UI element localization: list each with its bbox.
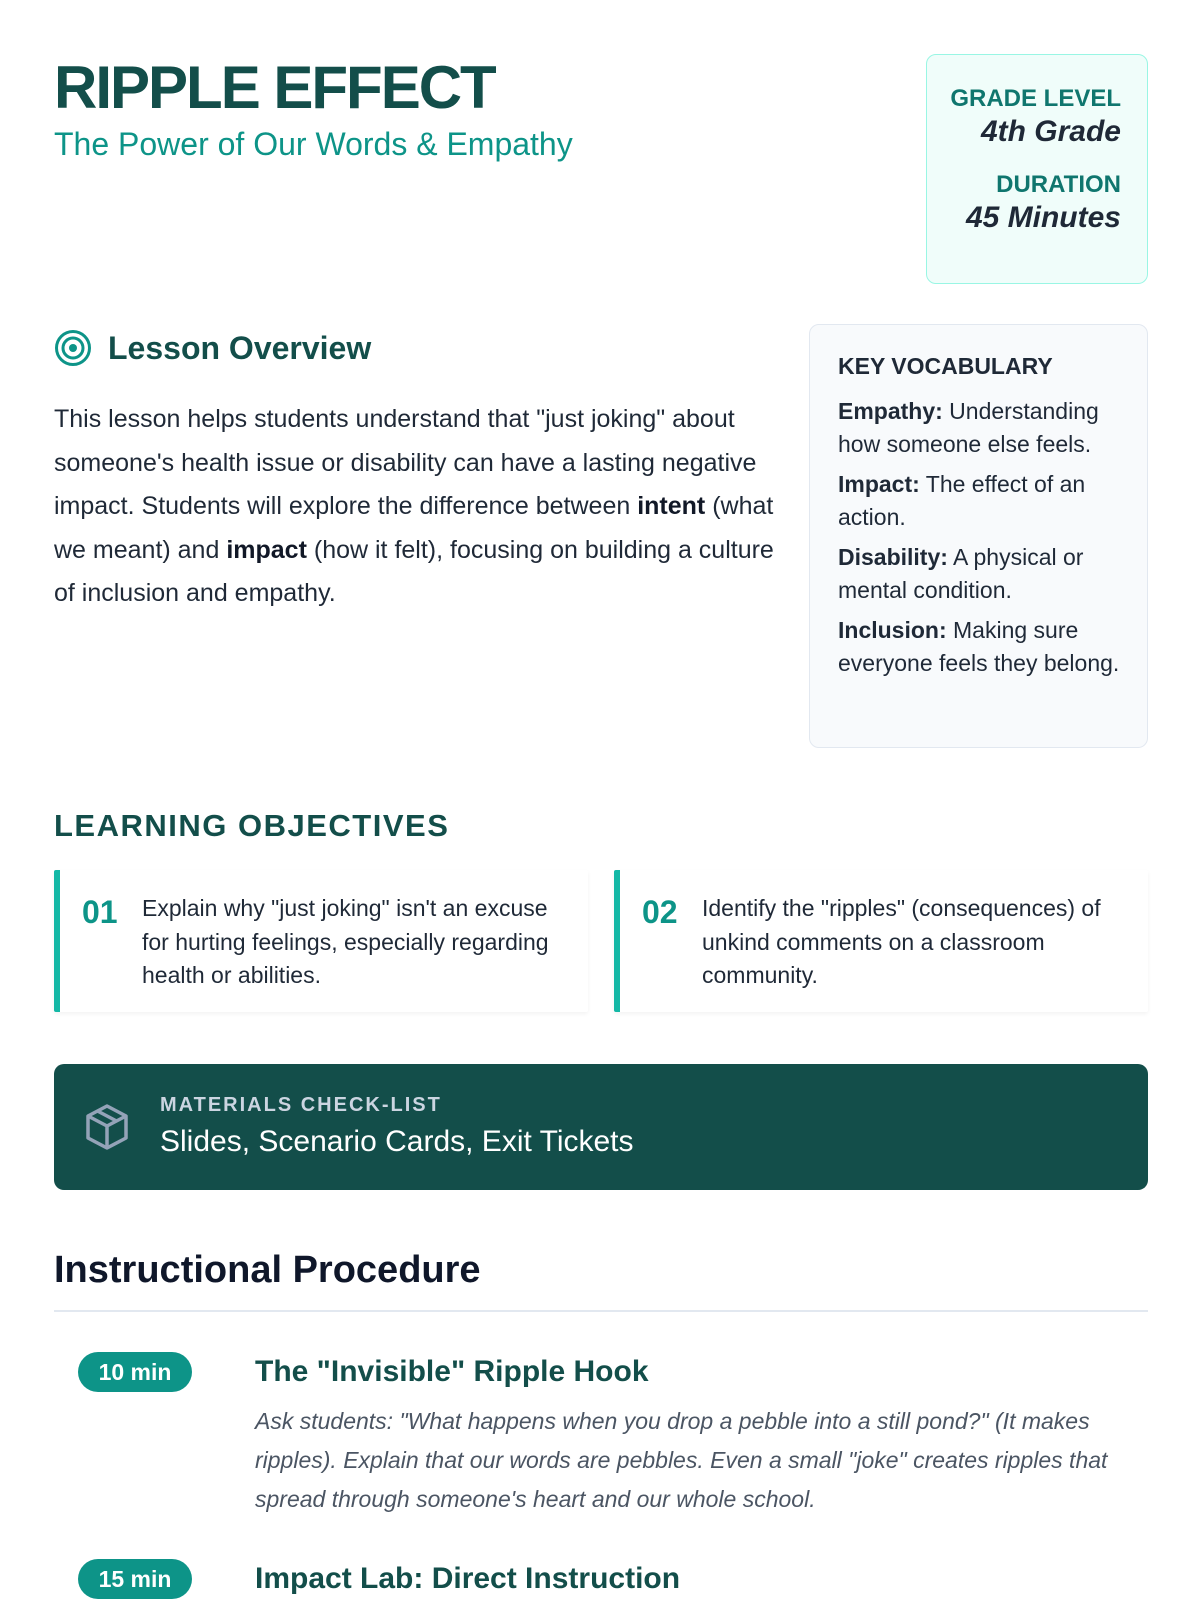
vocab-term: Empathy: — [838, 398, 943, 424]
vocab-definition: The effect of an action. — [838, 471, 1086, 530]
objective-card — [54, 870, 588, 1012]
target-icon — [54, 329, 92, 367]
materials-text-group — [160, 1092, 634, 1162]
overview-text-part: This lesson helps students understand that "just joking" about someone's health issue or disability can have a lasting negative impact. Students will explore the difference between — [54, 405, 757, 520]
step-description: Ask students: "What happens when you drop a pebble into a still pond?" (It makes ripples). Explain that our words are pebbles. Even a small "joke" creates ripples that spread through someone's heart and our whole school. — [255, 1408, 1108, 1512]
vocab-definition: Understanding how someone else feels. — [838, 398, 1099, 457]
vocab-item — [838, 541, 1127, 607]
objective-number: 01 — [82, 894, 118, 930]
duration-label: DURATION — [996, 171, 1121, 198]
vocabulary-box — [809, 324, 1148, 748]
step-title: The "Invisible" Ripple Hook — [255, 1355, 649, 1388]
objective-card — [614, 870, 1148, 1012]
vocab-term: Inclusion: — [838, 617, 947, 643]
step-time-badge: 15 min — [78, 1559, 192, 1599]
vocab-definition: Making sure everyone feels they belong. — [838, 617, 1120, 676]
materials-banner — [54, 1064, 1148, 1190]
page-subtitle: The Power of Our Words & Empathy — [54, 126, 573, 162]
page-title: RIPPLE EFFECT — [54, 54, 495, 121]
objective-text: Explain why "just joking" isn't an excuse for hurting feelings, especially regarding health or abilities. — [142, 895, 549, 988]
overview-title: Lesson Overview — [108, 329, 372, 366]
objectives-heading: LEARNING OBJECTIVES — [54, 808, 450, 843]
overview-impact-term: impact — [226, 535, 307, 564]
vocab-item — [838, 395, 1127, 461]
vocab-term: Impact: — [838, 471, 920, 497]
vocabulary-title: KEY VOCABULARY — [838, 353, 1053, 379]
overview-intent-term: intent — [637, 492, 706, 520]
overview-text — [54, 398, 774, 616]
grade-level-value: 4th Grade — [980, 115, 1121, 148]
vocab-definition: A physical or mental condition. — [838, 544, 1084, 603]
box-icon — [82, 1102, 132, 1152]
grade-level-label: GRADE LEVEL — [950, 85, 1121, 112]
objective-text: Identify the "ripples" (consequences) of unkind comments on a classroom community. — [702, 895, 1101, 988]
duration-value: 45 Minutes — [965, 201, 1121, 234]
materials-value: Slides, Scenario Cards, Exit Tickets — [160, 1125, 634, 1158]
step-title: Impact Lab: Direct Instruction — [255, 1562, 681, 1595]
vocab-term: Disability: — [838, 544, 948, 570]
vocab-item — [838, 614, 1127, 680]
procedure-heading: Instructional Procedure — [54, 1249, 481, 1291]
step-time-badge: 10 min — [78, 1352, 192, 1392]
overview-text-part: (how it felt), focusing on building a culture of inclusion and empathy. — [54, 535, 774, 607]
procedure-divider — [54, 1310, 1148, 1312]
overview-text-part: (what we meant) and — [54, 492, 774, 564]
overview-header — [54, 328, 371, 368]
materials-label: MATERIALS CHECK-LIST — [160, 1094, 442, 1116]
objective-number: 02 — [642, 894, 678, 930]
lesson-plan-page — [54, 0, 1148, 1600]
lesson-meta-box — [926, 54, 1148, 284]
vocab-item — [838, 468, 1127, 534]
